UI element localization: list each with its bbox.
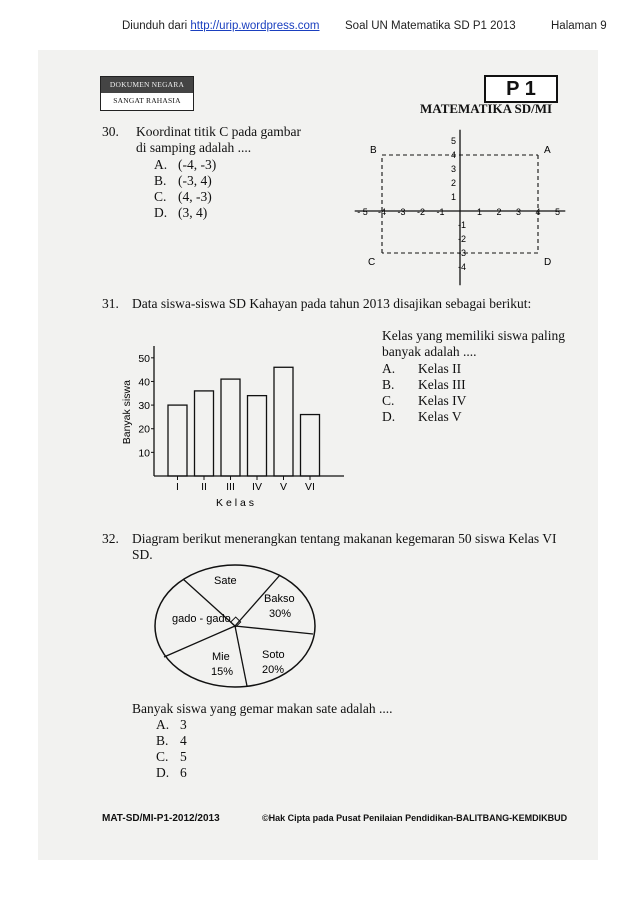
- y-tick-label: 50: [138, 352, 150, 365]
- option-letter: D.: [154, 205, 168, 220]
- x-tick-label: -3: [397, 207, 406, 217]
- y-tick-label: 4: [450, 150, 456, 160]
- option-text: Kelas V: [418, 409, 462, 424]
- y-tick-label: 1: [450, 192, 456, 202]
- pie-label-gado-gado: gado - gado: [172, 613, 231, 625]
- option-text: (4, -3): [178, 189, 212, 204]
- q31-number: 31.: [102, 296, 119, 311]
- q32-line1: Diagram berikut menerangkan tentang makanan kegemaran 50 siswa Kelas VI: [132, 531, 557, 546]
- q31-side-line1: Kelas yang memiliki siswa paling: [382, 328, 565, 343]
- y-tick-label: 10: [138, 447, 150, 460]
- x-tick-label: III: [226, 481, 235, 493]
- q30-option-a[interactable]: [154, 157, 216, 173]
- option-letter: D.: [156, 765, 170, 780]
- option-text: (-4, -3): [178, 157, 217, 172]
- packet-badge: P 1: [484, 75, 558, 103]
- option-letter: C.: [382, 393, 395, 408]
- document-title: Soal UN Matematika SD P1 2013: [345, 20, 516, 32]
- y-tick-label: 40: [138, 376, 150, 389]
- point-label-c: C: [368, 257, 376, 268]
- source-link[interactable]: http://urip.wordpress.com: [190, 20, 320, 32]
- pie-divider: [235, 626, 247, 686]
- option-letter: C.: [154, 189, 167, 204]
- bar-chart: [118, 330, 358, 516]
- q31-option-a[interactable]: [382, 361, 461, 377]
- x-tick-label: -2: [416, 207, 426, 217]
- q32-number: 32.: [102, 531, 119, 546]
- x-tick-label: 2: [496, 207, 502, 217]
- footer-code: MAT-SD/MI-P1-2012/2013: [102, 813, 220, 824]
- q32-question: Banyak siswa yang gemar makan sate adalah ....: [132, 701, 393, 716]
- pie-divider: [235, 626, 313, 634]
- x-tick-label: -4: [377, 207, 387, 217]
- option-letter: B.: [156, 733, 169, 748]
- option-letter: B.: [382, 377, 395, 392]
- x-tick-label: 4: [535, 207, 541, 217]
- bar-III: [221, 379, 240, 476]
- point-label-a: A: [544, 145, 551, 156]
- q32-option-d[interactable]: [156, 765, 187, 781]
- x-tick-label: - 5: [357, 207, 368, 217]
- y-tick-label: 20: [138, 423, 150, 436]
- pie-label-soto: Soto: [262, 649, 285, 661]
- x-tick-label: II: [201, 481, 207, 493]
- option-letter: C.: [156, 749, 169, 764]
- q31-option-d[interactable]: [382, 409, 462, 425]
- option-letter: A.: [156, 717, 170, 732]
- x-tick-label: I: [176, 481, 179, 493]
- pie-label-sate: Sate: [214, 575, 237, 587]
- coordinate-graph: [357, 112, 561, 287]
- q32-line2: SD.: [132, 547, 153, 562]
- q30-line1: Koordinat titik C pada gambar: [136, 124, 301, 139]
- download-source: [122, 20, 320, 32]
- document-classification: [100, 76, 194, 111]
- q32-option-b[interactable]: [156, 733, 187, 749]
- q31-option-b[interactable]: [382, 377, 466, 393]
- option-text: 5: [180, 749, 187, 764]
- x-tick-label: 5: [554, 207, 561, 217]
- q30-option-d[interactable]: [154, 205, 207, 221]
- option-letter: D.: [382, 409, 396, 424]
- y-axis-label: Banyak siswa: [121, 380, 133, 445]
- pie-value-bakso: 30%: [269, 608, 292, 620]
- bar-II: [195, 391, 214, 476]
- option-text: 3: [180, 717, 187, 732]
- pie-label-bakso: Bakso: [264, 593, 295, 605]
- option-text: 4: [180, 733, 187, 748]
- y-tick-label: -4: [458, 262, 467, 272]
- option-letter: A.: [382, 361, 396, 376]
- y-tick-label: 3: [450, 164, 456, 174]
- pie-chart: [152, 562, 322, 692]
- option-text: Kelas III: [418, 377, 466, 392]
- x-tick-label: V: [279, 481, 288, 493]
- classification-line2: SANGAT RAHASIA: [113, 96, 181, 105]
- pie-value-mie: 15%: [211, 666, 234, 678]
- x-tick-label: -1: [436, 207, 445, 217]
- y-tick-label: -2: [458, 234, 467, 244]
- q30-number: 30.: [102, 124, 119, 139]
- option-text: Kelas IV: [418, 393, 467, 408]
- x-axis-label: K e l a s: [216, 497, 254, 509]
- classification-line1: DOKUMEN NEGARA: [101, 77, 193, 93]
- x-tick-label: 3: [515, 207, 522, 217]
- q31-side-line2: banyak adalah ....: [382, 344, 477, 359]
- bar-VI: [301, 415, 320, 476]
- q32-option-c[interactable]: [156, 749, 187, 765]
- option-text: Kelas II: [418, 361, 462, 376]
- footer-copyright: ©Hak Cipta pada Pusat Penilaian Pendidikan-BALITBANG-KEMDIKBUD: [262, 813, 568, 823]
- y-tick-label: 2: [450, 178, 456, 188]
- x-tick-label: 1: [476, 207, 483, 217]
- q31-text: Data siswa-siswa SD Kahayan pada tahun 2013 disajikan sebagai berikut:: [132, 296, 532, 311]
- subject-title: MATEMATIKA SD/MI: [420, 101, 553, 116]
- q30-option-c[interactable]: [154, 189, 212, 205]
- q30-option-b[interactable]: [154, 173, 212, 189]
- y-tick-label: 5: [450, 136, 456, 146]
- q30-line2: di samping adalah ....: [136, 140, 252, 155]
- q32-option-a[interactable]: [156, 717, 187, 733]
- q31-option-c[interactable]: [382, 393, 466, 409]
- point-label-b: B: [370, 145, 377, 156]
- pie-label-mie: Mie: [212, 651, 230, 663]
- page-header: [0, 14, 638, 36]
- point-label-d: D: [544, 257, 552, 268]
- y-tick-label: 30: [138, 400, 150, 413]
- x-tick-label: IV: [252, 481, 262, 493]
- y-tick-label: -3: [458, 248, 467, 258]
- option-text: (3, 4): [178, 205, 208, 220]
- option-letter: B.: [154, 173, 167, 188]
- y-tick-label: -1: [458, 220, 467, 230]
- x-tick-label: VI: [305, 481, 315, 493]
- pie-value-soto: 20%: [262, 664, 285, 676]
- bar-I: [168, 405, 187, 476]
- source-prefix: Diunduh dari: [122, 20, 191, 32]
- option-text: (-3, 4): [178, 173, 212, 188]
- bar-V: [274, 367, 293, 476]
- option-text: 6: [180, 765, 187, 780]
- bar-IV: [248, 396, 267, 476]
- option-letter: A.: [154, 157, 168, 172]
- page-number: Halaman 9: [551, 20, 607, 32]
